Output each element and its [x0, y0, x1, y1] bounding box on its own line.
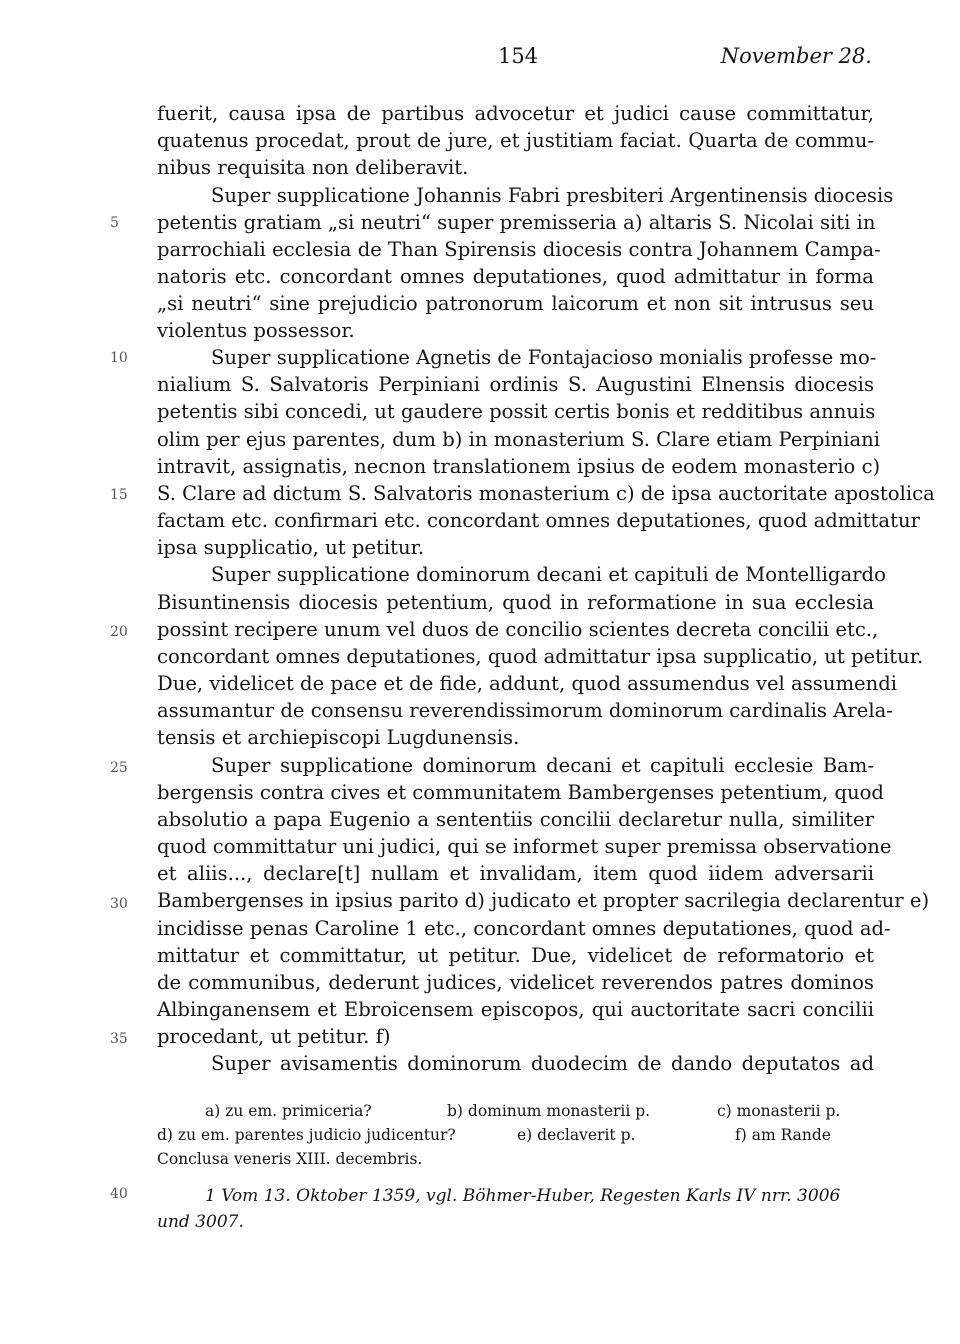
- text-line: petentis sibi concedi, ut gaudere possit certis bonis et redditibus annuis: [157, 400, 876, 423]
- text-line: Albinganensem et Ebroicensem episcopos, qui auctoritate sacri concilii: [157, 998, 874, 1021]
- page-header: [0, 44, 960, 74]
- apparatus-line: [157, 1122, 874, 1148]
- text-line: tensis et archiepiscopi Lugdunensis.: [157, 726, 520, 749]
- text-line: bergensis contra cives et communitatem Bambergenses petentium, quod: [157, 781, 884, 804]
- text-line: quatenus procedat, prout de jure, et justitiam faciat. Quarta de commu-: [157, 129, 874, 152]
- text-line: de communibus, dederunt judices, videlicet reverendos patres dominos: [157, 971, 874, 994]
- text-line: absolutio a papa Eugenio a sententiis concilii declaretur nulla, similiter: [157, 808, 874, 831]
- text-line: Super supplicatione Johannis Fabri presbiteri Argentinensis diocesis: [211, 184, 894, 207]
- text-line: violentus possessor.: [157, 319, 355, 342]
- text-line: olim per ejus parentes, dum b) in monasterium S. Clare etiam Perpiniani: [157, 428, 881, 451]
- line-number: 30: [110, 896, 128, 912]
- text-line: nialium S. Salvatoris Perpiniani ordinis S. Augustini Elnensis diocesis: [157, 373, 874, 396]
- text-line: parrochiali ecclesia de Than Spirensis diocesis contra Johannem Campa-: [157, 238, 881, 261]
- text-line: Super avisamentis dominorum duodecim de dando deputatos ad: [211, 1052, 874, 1075]
- line-number: 40: [110, 1186, 128, 1202]
- text-line: petentis gratiam „si neutri“ super premisseria a) altaris S. Nicolai siti in: [157, 211, 876, 234]
- footnote-1-line: 1 Vom 13. Oktober 1359, vgl. Böhmer-Huber, Regesten Karls IV nrr. 3006: [205, 1186, 841, 1206]
- text-line: Super supplicatione Agnetis de Fontajacioso monialis professe mo-: [211, 346, 877, 369]
- footnote-e: e) declaverit p.: [517, 1126, 636, 1144]
- page-number: 154: [498, 44, 539, 68]
- line-number: 10: [110, 350, 128, 366]
- footnote-b: b) dominum monasterii p.: [447, 1102, 651, 1120]
- apparatus-line: [157, 1098, 874, 1124]
- text-line: S. Clare ad dictum S. Salvatoris monasterium c) de ipsa auctoritate apostolica: [157, 482, 935, 505]
- apparatus-line: [157, 1146, 874, 1172]
- text-line: factam etc. confirmari etc. concordant omnes deputationes, quod admittatur: [157, 509, 920, 532]
- footnote-a: a) zu em. primiceria?: [205, 1102, 372, 1120]
- text-line: „si neutri“ sine prejudicio patronorum laicorum et non sit intrusus seu: [157, 292, 874, 315]
- footnote-f-continued: Conclusa veneris XIII. decembris.: [157, 1150, 423, 1168]
- line-number: 5: [110, 215, 119, 231]
- text-line: nibus requisita non deliberavit.: [157, 156, 469, 179]
- text-line: procedant, ut petitur. f): [157, 1025, 391, 1048]
- line-number: 20: [110, 624, 128, 640]
- text-line: Bambergenses in ipsius parito d) judicato et propter sacrilegia declarentur e): [157, 889, 930, 912]
- line-number: 35: [110, 1031, 128, 1047]
- text-line: quod committatur uni judici, qui se informet super premissa observatione: [157, 835, 892, 858]
- line-number: 25: [110, 760, 128, 776]
- text-line: Bisuntinensis diocesis petentium, quod in reformatione in sua ecclesia: [157, 591, 874, 614]
- footnote-f: f) am Rande: [735, 1126, 831, 1144]
- footnote-d: d) zu em. parentes judicio judicentur?: [157, 1126, 456, 1144]
- running-head-date: November 28.: [720, 44, 872, 68]
- text-line: intravit, assignatis, necnon translationem ipsius de eodem monasterio c): [157, 455, 881, 478]
- footnote-c: c) monasterii p.: [717, 1102, 841, 1120]
- text-line: Super supplicatione dominorum decani et capituli de Montelligardo: [211, 563, 886, 586]
- text-line: et aliis..., declare[t] nullam et invalidam, item quod iidem adversarii: [157, 862, 874, 885]
- footnote-1-line: und 3007.: [157, 1212, 244, 1232]
- text-line: incidisse penas Caroline 1 etc., concordant omnes deputationes, quod ad-: [157, 917, 891, 940]
- line-number: 15: [110, 487, 128, 503]
- text-line: natoris etc. concordant omnes deputationes, quod admittatur in forma: [157, 265, 874, 288]
- text-line: ipsa supplicatio, ut petitur.: [157, 536, 425, 559]
- text-line: Due, videlicet de pace et de fide, addunt, quod assumendus vel assumendi: [157, 672, 898, 695]
- text-line: assumantur de consensu reverendissimorum dominorum cardinalis Arela-: [157, 699, 893, 722]
- text-line: Super supplicatione dominorum decani et capituli ecclesie Bam-: [211, 754, 874, 777]
- text-line: mittatur et committatur, ut petitur. Due, videlicet de reformatorio et: [157, 944, 874, 967]
- text-line: fuerit, causa ipsa de partibus advocetur et judici cause committatur,: [157, 102, 874, 125]
- text-line: possint recipere unum vel duos de concilio scientes decreta concilii etc.,: [157, 618, 879, 641]
- text-line: concordant omnes deputationes, quod admittatur ipsa supplicatio, ut petitur.: [157, 645, 924, 668]
